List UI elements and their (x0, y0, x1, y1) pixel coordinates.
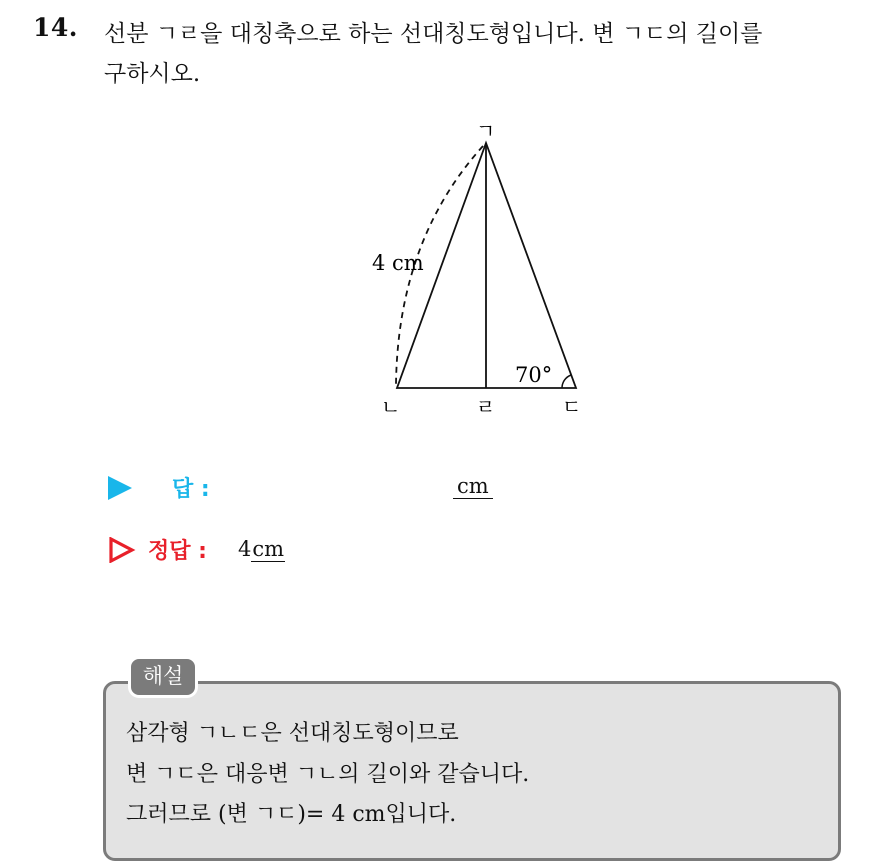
correct-triangle-icon (108, 537, 136, 563)
explanation-line1: 삼각형 ㄱㄴㄷ은 선대칭도형이므로 (126, 721, 459, 746)
answer-row (108, 472, 528, 506)
answer-label: 답 : (172, 477, 210, 502)
question-text-line2: 구하시오. (104, 61, 201, 87)
angle-label: 70° (515, 363, 553, 387)
correct-number: 4 (238, 537, 252, 561)
vertex-mid-label: ㄹ (476, 395, 496, 419)
correct-answer-row (108, 534, 408, 568)
correct-value (238, 537, 285, 561)
vertex-left-label: ㄴ (381, 395, 401, 419)
angle-arc (562, 375, 571, 388)
question-number: 14. (33, 13, 78, 42)
answer-unit: cm (453, 474, 493, 499)
explanation-line2: 변 ㄱㄷ은 대응변 ㄱㄴ의 길이와 같습니다. (126, 762, 530, 787)
answer-triangle-icon (108, 476, 132, 500)
correct-label: 정답 : (148, 539, 207, 564)
side-length-label: 4 cm (372, 251, 424, 275)
vertex-top-label: ㄱ (476, 119, 496, 143)
correct-unit: cm (252, 537, 285, 561)
question-text-line1: 선분 ㄱㄹ을 대칭축으로 하는 선대칭도형입니다. 변 ㄱㄷ의 길이를 (104, 21, 763, 47)
explanation-line3: 그러므로 (변 ㄱㄷ)= 4 cm입니다. (126, 802, 457, 827)
explanation-tag: 해설 (128, 656, 198, 698)
vertex-right-label: ㄷ (562, 395, 582, 419)
